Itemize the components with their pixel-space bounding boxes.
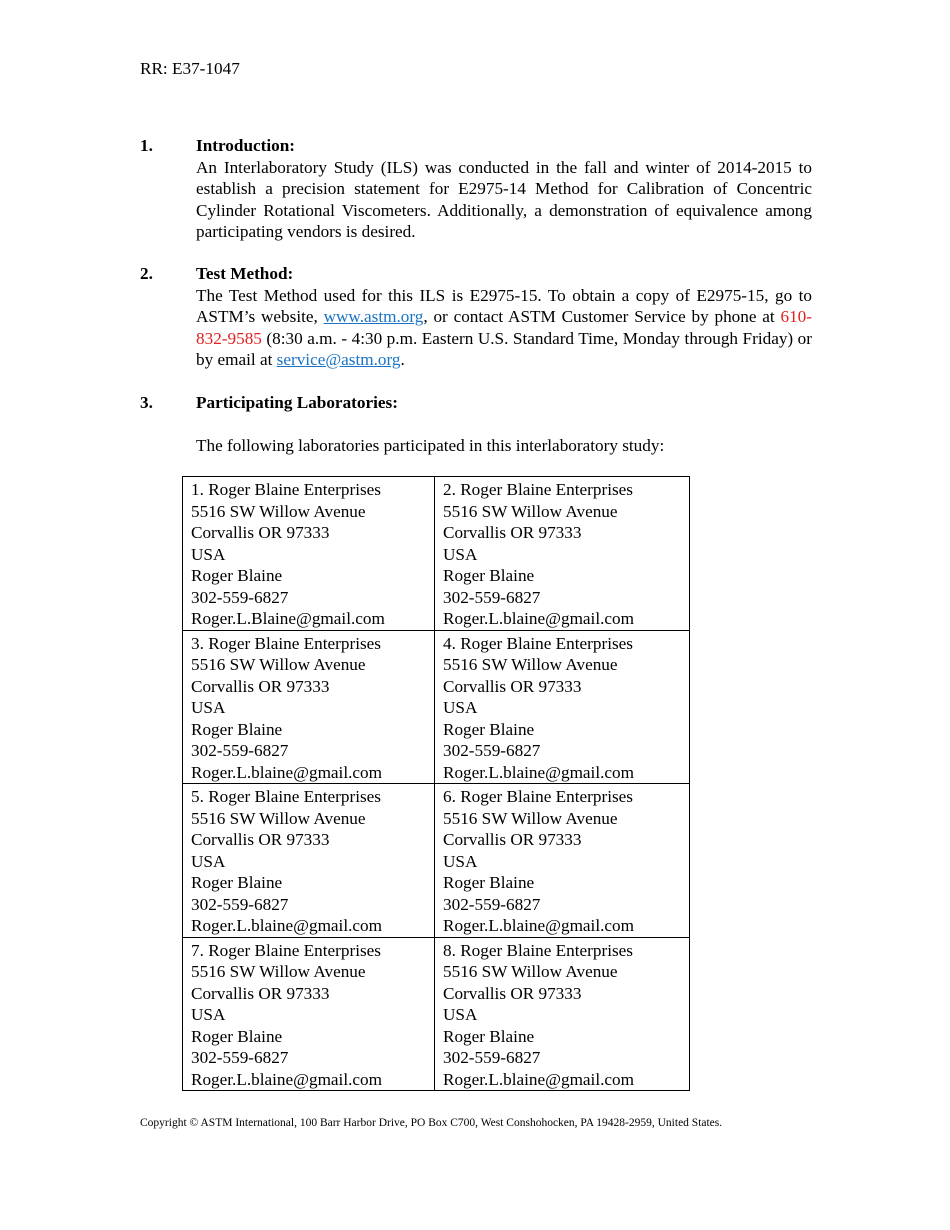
section-test-method <box>140 263 812 371</box>
laboratory-line: 5516 SW Willow Avenue <box>443 808 618 828</box>
laboratory-line: USA <box>443 851 478 871</box>
laboratory-line: USA <box>443 1005 478 1024</box>
section-introduction <box>140 135 812 243</box>
body-text: The Test Method used for this ILS is E2975-15. To obtain a copy of E2975-15, go to ASTM’s website, <box>196 285 812 326</box>
laboratory-line: 5516 SW Willow Avenue <box>191 808 366 828</box>
section-body <box>196 285 812 371</box>
laboratory-cell <box>435 784 690 938</box>
laboratory-line: Roger Blaine <box>191 566 283 585</box>
laboratory-line: 302-559-6827 <box>443 894 541 914</box>
laboratory-line: 5516 SW Willow Avenue <box>443 655 618 674</box>
phone-number: 610-832-9585 <box>196 307 812 348</box>
laboratory-line: 2. Roger Blaine Enterprises <box>443 480 633 499</box>
email-link[interactable]: service@astm.org <box>276 350 401 369</box>
section-heading: Test Method: <box>196 264 294 283</box>
document-reference: RR: E37-1047 <box>140 59 240 78</box>
section-heading: Introduction: <box>196 136 296 155</box>
laboratory-line: Roger Blaine <box>443 719 535 739</box>
laboratory-line: 302-559-6827 <box>443 1048 541 1067</box>
laboratory-line: 302-559-6827 <box>191 1048 289 1067</box>
laboratory-line: Roger Blaine <box>443 566 535 585</box>
laboratory-line: 3. Roger Blaine Enterprises <box>191 633 381 653</box>
laboratory-line: Roger.L.blaine@gmail.com <box>191 1069 383 1089</box>
laboratory-line: 302-559-6827 <box>191 894 289 914</box>
laboratory-line: 5516 SW Willow Avenue <box>191 962 366 981</box>
laboratory-line: Roger.L.blaine@gmail.com <box>443 609 635 628</box>
section-intro: The following laboratories participated in this interlaboratory study: <box>196 436 665 455</box>
laboratory-cell <box>183 630 435 784</box>
body-text: (8:30 a.m. - 4:30 p.m. Eastern U.S. Standard Time, Monday through Friday) or by email at <box>196 328 812 369</box>
laboratory-line: Roger Blaine <box>443 1026 535 1046</box>
laboratory-line: 5516 SW Willow Avenue <box>191 655 366 674</box>
section-number: 3. <box>140 393 153 412</box>
laboratory-line: Corvallis OR 97333 <box>191 676 330 696</box>
laboratory-line: 1. Roger Blaine Enterprises <box>191 480 381 499</box>
laboratories-table <box>182 476 690 1091</box>
laboratory-line: Roger.L.blaine@gmail.com <box>443 1069 635 1089</box>
table-row <box>183 630 690 784</box>
laboratory-line: USA <box>443 544 478 564</box>
laboratory-line: Corvallis OR 97333 <box>191 830 330 849</box>
laboratory-cell <box>183 477 435 631</box>
section-number: 1. <box>140 136 153 155</box>
laboratory-line: 302-559-6827 <box>191 741 289 760</box>
laboratory-line: 6. Roger Blaine Enterprises <box>443 787 633 806</box>
laboratory-line: Roger.L.Blaine@gmail.com <box>191 609 385 628</box>
laboratory-cell <box>435 630 690 784</box>
laboratory-line: USA <box>191 698 226 717</box>
laboratory-line: 5. Roger Blaine Enterprises <box>191 787 381 806</box>
laboratory-cell <box>435 937 690 1091</box>
section-participating-laboratories <box>140 392 812 457</box>
laboratory-line: USA <box>191 851 226 871</box>
section-number: 2. <box>140 264 153 283</box>
laboratory-line: Corvallis OR 97333 <box>443 523 582 542</box>
laboratory-line: Roger Blaine <box>191 1026 283 1046</box>
laboratory-line: Roger Blaine <box>191 719 283 739</box>
laboratory-line: Corvallis OR 97333 <box>443 830 582 849</box>
laboratory-line: 5516 SW Willow Avenue <box>191 501 366 521</box>
section-heading: Participating Laboratories: <box>196 393 398 412</box>
laboratory-line: USA <box>443 698 478 717</box>
laboratory-line: 4. Roger Blaine Enterprises <box>443 633 633 653</box>
laboratory-cell <box>435 477 690 631</box>
table-row <box>183 477 690 631</box>
laboratory-line: Roger.L.blaine@gmail.com <box>443 916 635 935</box>
laboratory-line: Roger.L.blaine@gmail.com <box>191 762 383 782</box>
section-body: An Interlaboratory Study (ILS) was conducted in the fall and winter of 2014-2015 to establish a precision statement for E2975-14 Method for Calibration of Concentric Cylinder Rotational Viscometers. Additionally, a demonstration of equivalence among participating vendors is desired. <box>196 157 812 241</box>
laboratory-cell <box>183 784 435 938</box>
website-link[interactable]: www.astm.org <box>323 307 424 326</box>
laboratory-line: Corvallis OR 97333 <box>191 983 330 1003</box>
table-row <box>183 937 690 1091</box>
table-row <box>183 784 690 938</box>
laboratory-line: 302-559-6827 <box>191 587 289 607</box>
laboratory-line: Corvallis OR 97333 <box>443 983 582 1003</box>
laboratory-line: Roger.L.blaine@gmail.com <box>191 916 383 935</box>
laboratory-line: 7. Roger Blaine Enterprises <box>191 940 381 960</box>
laboratory-line: Roger Blaine <box>191 873 283 892</box>
body-text: , or contact ASTM Customer Service by phone at <box>423 307 781 326</box>
laboratory-line: Corvallis OR 97333 <box>443 676 582 696</box>
laboratory-line: 302-559-6827 <box>443 587 541 607</box>
laboratory-line: Roger Blaine <box>443 873 535 892</box>
laboratory-line: 8. Roger Blaine Enterprises <box>443 940 633 960</box>
laboratory-line: 5516 SW Willow Avenue <box>443 962 618 981</box>
laboratory-line: USA <box>191 544 226 564</box>
laboratory-line: Corvallis OR 97333 <box>191 523 330 542</box>
copyright-footer: Copyright © ASTM International, 100 Barr Harbor Drive, PO Box C700, West Conshohocken, PA 19428-2959, United States. <box>140 1117 723 1129</box>
laboratory-line: 302-559-6827 <box>443 741 541 760</box>
laboratory-line: Roger.L.blaine@gmail.com <box>443 762 635 782</box>
body-text: . <box>400 350 405 369</box>
laboratory-cell <box>183 937 435 1091</box>
laboratory-line: USA <box>191 1005 226 1024</box>
laboratory-line: 5516 SW Willow Avenue <box>443 501 618 521</box>
